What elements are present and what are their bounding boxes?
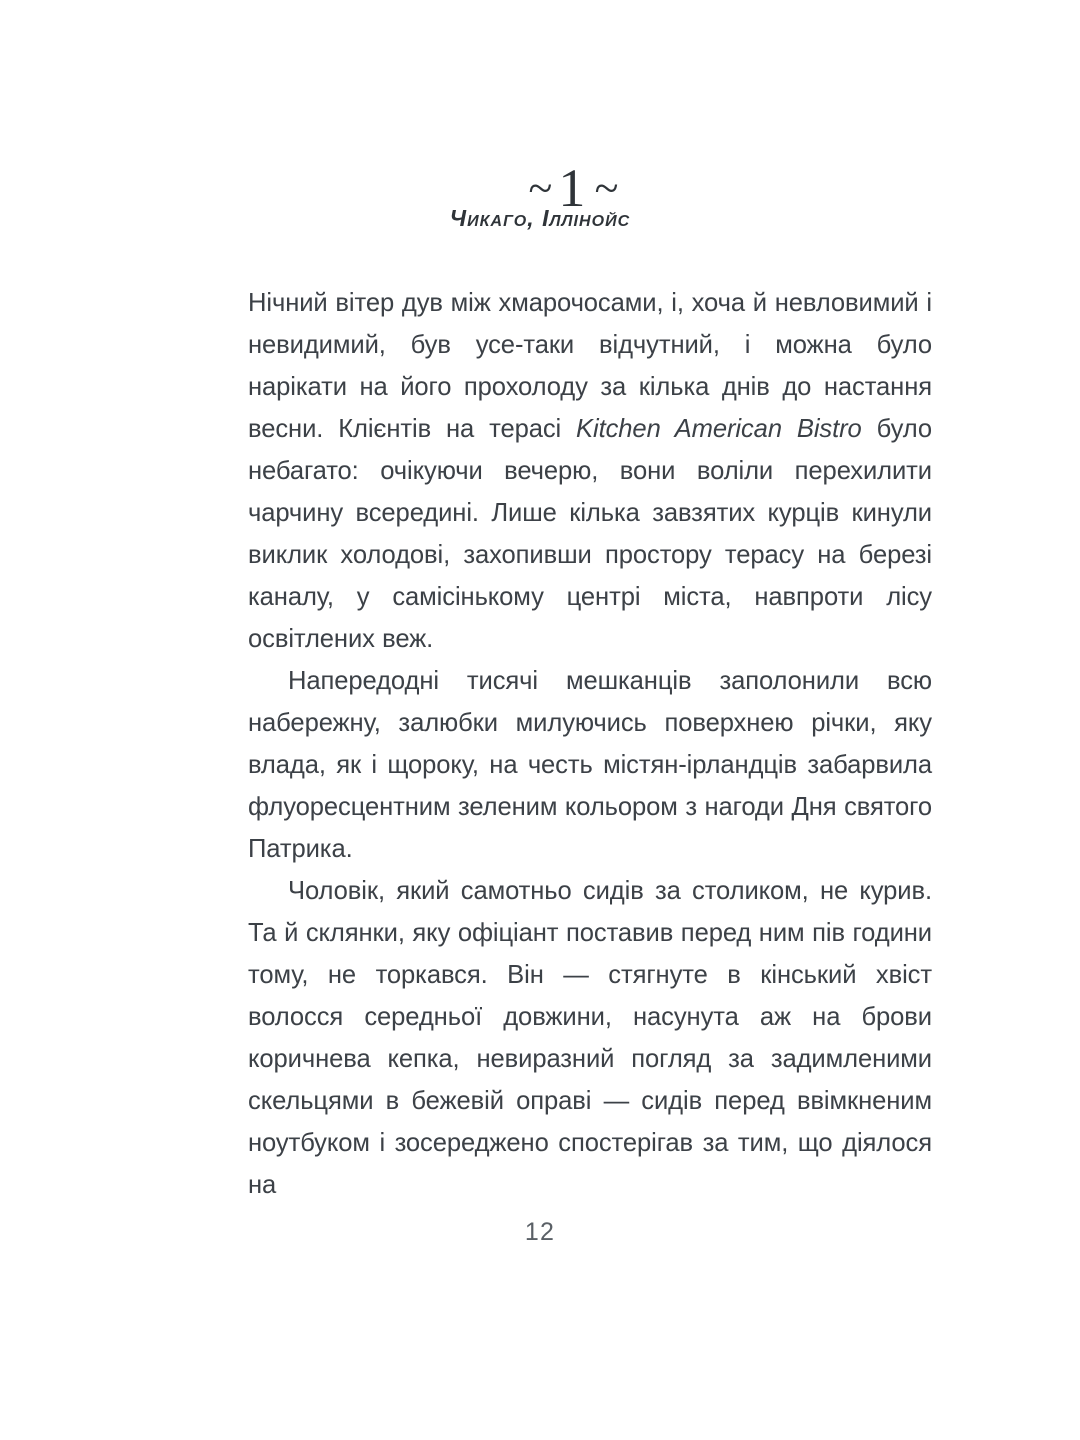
paragraph-2	[248, 660, 932, 870]
chapter-number: 1	[558, 158, 589, 218]
text-run: Чоловік, який самотньо сидів за столиком, не курив. Та й склянки, яку офіціант поставив перед ним пів години тому, не торкався. Він — стягнуте в кінський хвіст волосся середньої довжини, насунута аж на брови коричнева кепка, невиразний погляд за задимленими скельцями в бежевій оправі — сидів перед ввімкненим ноутбуком і зосереджено спостерігав за тим, що діялося на	[248, 877, 932, 1199]
text-run: Напередодні тисячі мешканців заполонили всю набережну, залюбки милуючись поверхнею річки, яку влада, як і щороку, на честь містян-ірландців забарвила флуоресцентним зеленим кольором з нагоди Дня святого Патрика.	[248, 667, 932, 863]
ornament-tilde-left: ~	[528, 163, 553, 213]
paragraph-3	[248, 870, 932, 1206]
location-subtitle: Чикаго, Іллінойс	[449, 205, 631, 231]
italic-title-run: Kitchen American Bistro	[576, 415, 862, 443]
page-number: 12	[524, 1218, 556, 1246]
text-run: було небагато: очікуючи вечерю, вони воліли перехилити чарчину всередині. Лише кілька завзятих курців кинули виклик холодові, захопивши простору терасу на березі каналу, у самісінькому центрі міста, навпроти лісу освітлених веж.	[248, 415, 932, 653]
paragraph-1	[248, 282, 932, 660]
text-run: Нічний вітер дув між хмарочосами, і, хоча й невловимий і невидимий, був усе-таки відчутний, і можна було нарікати на його прохолоду за кілька днів до настання весни. Клієнтів на терасі	[248, 289, 932, 443]
ornament-tilde-right: ~	[594, 163, 619, 213]
chapter-heading	[0, 92, 1080, 285]
body-text-column	[248, 282, 932, 1206]
